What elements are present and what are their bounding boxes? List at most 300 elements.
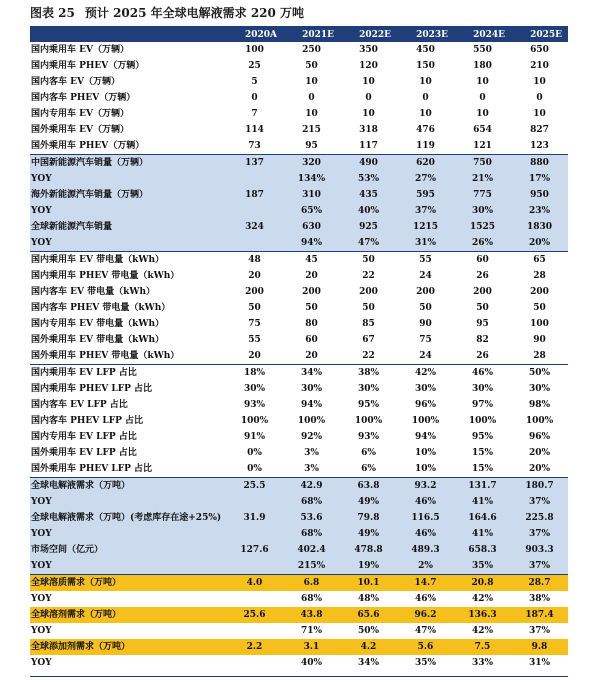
- value-cell: 96%: [414, 400, 437, 410]
- header-cell: 2024E: [454, 28, 511, 42]
- value-cell: 46%: [397, 526, 454, 542]
- value-cell: 92%: [300, 432, 323, 442]
- row-label: 国内客车 EV 带电量（kWh）: [31, 287, 155, 297]
- value-cell: 97%: [471, 400, 494, 410]
- value-cell: 150: [416, 61, 435, 71]
- row-label: 全球溶质需求（万吨）: [30, 575, 226, 592]
- value-cell: 34%: [357, 658, 380, 668]
- row-label: 国内乘用车 EV（万辆）: [31, 45, 129, 55]
- value-cell: 42%: [471, 626, 494, 636]
- value-cell: 75: [419, 335, 432, 345]
- value-cell: 2.2: [226, 639, 283, 655]
- value-cell: 320: [283, 155, 340, 172]
- row-label: 国外乘用车 PHEV（万辆）: [31, 141, 145, 151]
- value-cell: 55: [248, 335, 261, 345]
- value-cell: 46%: [454, 365, 511, 382]
- value-cell: 903.3: [511, 542, 568, 558]
- table-row: [30, 655, 568, 671]
- row-label: 海外新能源汽车销量（万辆）: [30, 187, 226, 203]
- value-cell: 3%: [304, 448, 319, 458]
- value-cell: 82: [476, 335, 489, 345]
- header-cell: 2020A: [226, 28, 283, 42]
- value-cell: 187.4: [511, 607, 568, 623]
- value-cell: 2%: [397, 558, 454, 575]
- value-cell: 658.3: [454, 542, 511, 558]
- value-cell: 90: [533, 335, 546, 345]
- value-cell: 41%: [454, 526, 511, 542]
- header-cell: 2021E: [283, 28, 340, 42]
- value-cell: 30%: [471, 384, 494, 394]
- value-cell: 28: [533, 271, 546, 281]
- value-cell: 6.8: [283, 575, 340, 592]
- value-cell: 490: [340, 155, 397, 172]
- value-cell: 116.5: [397, 510, 454, 526]
- value-cell: 28: [533, 351, 546, 361]
- value-cell: 10: [305, 109, 318, 119]
- value-cell: 23%: [511, 203, 568, 219]
- row-label: YOY: [30, 558, 226, 575]
- value-cell: 50: [248, 303, 261, 313]
- value-cell: 68%: [300, 594, 323, 604]
- value-cell: 10: [476, 109, 489, 119]
- value-cell: 6%: [361, 448, 376, 458]
- value-cell: 73: [248, 141, 261, 151]
- value-cell: 95%: [471, 432, 494, 442]
- value-cell: 28.7: [511, 575, 568, 592]
- value-cell: 50: [476, 303, 489, 313]
- value-cell: 7: [251, 109, 258, 119]
- value-cell: 4.0: [226, 575, 283, 592]
- value-cell: 114: [245, 125, 264, 135]
- value-cell: 37%: [511, 526, 568, 542]
- value-cell: 880: [511, 155, 568, 172]
- row-label: 国内乘用车 PHEV LFP 占比: [31, 384, 152, 394]
- value-cell: 4.2: [340, 639, 397, 655]
- table-row: [30, 607, 568, 623]
- row-label: YOY: [31, 626, 52, 636]
- value-cell: [226, 235, 283, 252]
- figure-title: [30, 3, 304, 23]
- value-cell: [226, 558, 283, 575]
- value-cell: 15%: [471, 464, 494, 474]
- value-cell: 43.8: [283, 607, 340, 623]
- table-row: [30, 300, 568, 316]
- value-cell: 65%: [283, 203, 340, 219]
- table-row: [30, 478, 568, 495]
- value-cell: 26%: [454, 235, 511, 252]
- value-cell: 22: [362, 271, 375, 281]
- value-cell: 50: [419, 303, 432, 313]
- value-cell: 25.6: [226, 607, 283, 623]
- value-cell: 10.1: [340, 575, 397, 592]
- value-cell: 26: [476, 271, 489, 281]
- value-cell: 46%: [397, 494, 454, 510]
- value-cell: 30%: [243, 384, 266, 394]
- value-cell: 55: [397, 252, 454, 269]
- row-label: YOY: [30, 171, 226, 187]
- header-cell: 2025E: [511, 28, 568, 42]
- value-cell: 1525: [454, 219, 511, 235]
- value-cell: 33%: [471, 658, 494, 668]
- value-cell: 210: [530, 61, 549, 71]
- value-cell: 0: [308, 93, 315, 103]
- row-label: 国内乘用车 PHEV 带电量（kWh）: [31, 271, 180, 281]
- value-cell: 31%: [528, 658, 551, 668]
- value-cell: 200: [245, 287, 264, 297]
- row-label: 国外乘用车 EV（万辆）: [31, 125, 129, 135]
- value-cell: 42%: [471, 594, 494, 604]
- value-cell: 180.7: [511, 478, 568, 495]
- value-cell: 324: [226, 219, 283, 235]
- table-row: [30, 187, 568, 203]
- table-row: [30, 284, 568, 300]
- value-cell: 10: [305, 77, 318, 87]
- value-cell: 35%: [414, 658, 437, 668]
- electrolyte-demand-table: [30, 28, 568, 671]
- value-cell: 200: [473, 287, 492, 297]
- value-cell: 26: [476, 351, 489, 361]
- value-cell: 30%: [454, 203, 511, 219]
- value-cell: 94%: [300, 400, 323, 410]
- row-label: 全球新能源汽车销量: [30, 219, 226, 235]
- table-row: [30, 171, 568, 187]
- value-cell: 121: [473, 141, 492, 151]
- value-cell: 0%: [247, 448, 262, 458]
- value-cell: 10: [476, 77, 489, 87]
- value-cell: 100%: [468, 416, 497, 426]
- value-cell: 50: [305, 303, 318, 313]
- header-cell: 2023E: [397, 28, 454, 42]
- value-cell: 131.7: [454, 478, 511, 495]
- value-cell: 478.8: [340, 542, 397, 558]
- row-label: YOY: [30, 203, 226, 219]
- value-cell: 35%: [454, 558, 511, 575]
- value-cell: 20: [248, 271, 261, 281]
- value-cell: 0%: [247, 464, 262, 474]
- value-cell: [226, 655, 283, 671]
- row-label: 国内乘用车 PHEV（万辆）: [31, 61, 145, 71]
- value-cell: 10%: [414, 464, 437, 474]
- value-cell: 19%: [340, 558, 397, 575]
- value-cell: 47%: [414, 626, 437, 636]
- row-label: 国内专用车 EV 带电量（kWh）: [31, 319, 164, 329]
- header-row: [30, 28, 568, 42]
- value-cell: 925: [340, 219, 397, 235]
- table-row: [30, 106, 568, 122]
- value-cell: 91%: [243, 432, 266, 442]
- value-cell: 350: [359, 45, 378, 55]
- value-cell: 95: [476, 319, 489, 329]
- value-cell: 310: [283, 187, 340, 203]
- value-cell: 93.2: [397, 478, 454, 495]
- row-label: 市场空间（亿元）: [30, 542, 226, 558]
- value-cell: 120: [359, 61, 378, 71]
- value-cell: 20: [305, 271, 318, 281]
- value-cell: 100: [245, 45, 264, 55]
- row-label: 全球溶剂需求（万吨）: [30, 607, 226, 623]
- value-cell: 24: [419, 351, 432, 361]
- value-cell: 5.6: [397, 639, 454, 655]
- table-row: [30, 381, 568, 397]
- value-cell: 94%: [283, 235, 340, 252]
- row-label: 国内客车 PHEV 带电量（kWh）: [31, 303, 171, 313]
- value-cell: 20: [305, 351, 318, 361]
- row-label: 国内客车 EV LFP 占比: [31, 400, 128, 410]
- value-cell: 49%: [340, 494, 397, 510]
- value-cell: 10: [419, 109, 432, 119]
- row-label: 国内客车 PHEV LFP 占比: [31, 416, 143, 426]
- value-cell: 10: [362, 77, 375, 87]
- value-cell: 27%: [397, 171, 454, 187]
- value-cell: 123: [530, 141, 549, 151]
- value-cell: 67: [362, 335, 375, 345]
- value-cell: 90: [419, 319, 432, 329]
- row-label: 国外乘用车 PHEV 带电量（kWh）: [31, 351, 180, 361]
- value-cell: 200: [302, 287, 321, 297]
- value-cell: 38%: [340, 365, 397, 382]
- value-cell: 37%: [511, 558, 568, 575]
- value-cell: [226, 171, 283, 187]
- value-cell: 30%: [528, 384, 551, 394]
- value-cell: 45: [283, 252, 340, 269]
- row-label: 国内乘用车 EV 带电量（kWh）: [30, 252, 226, 269]
- table-row: [30, 42, 568, 58]
- value-cell: 10: [362, 109, 375, 119]
- value-cell: 3%: [304, 464, 319, 474]
- value-cell: 164.6: [454, 510, 511, 526]
- table-row: [30, 155, 568, 172]
- value-cell: 49%: [340, 526, 397, 542]
- value-cell: 6%: [361, 464, 376, 474]
- table-row: [30, 365, 568, 382]
- value-cell: [226, 494, 283, 510]
- value-cell: 0: [479, 93, 486, 103]
- value-cell: 654: [473, 125, 492, 135]
- value-cell: [226, 526, 283, 542]
- value-cell: 595: [397, 187, 454, 203]
- value-cell: 318: [359, 125, 378, 135]
- value-cell: [226, 591, 283, 607]
- table-row: [30, 74, 568, 90]
- value-cell: 0: [422, 93, 429, 103]
- value-cell: 68%: [283, 526, 340, 542]
- value-cell: 60: [454, 252, 511, 269]
- value-cell: [226, 623, 283, 639]
- value-cell: 48: [226, 252, 283, 269]
- table-row: [30, 235, 568, 252]
- table-row: [30, 510, 568, 526]
- value-cell: 15%: [471, 448, 494, 458]
- value-cell: 0: [251, 93, 258, 103]
- value-cell: 117: [359, 141, 378, 151]
- table-row: [30, 348, 568, 365]
- table-bottom-rule: [30, 676, 568, 677]
- row-label: YOY: [30, 494, 226, 510]
- table-row: [30, 542, 568, 558]
- table-row: [30, 252, 568, 269]
- row-label: 国内专用车 EV（万辆）: [31, 109, 129, 119]
- row-label: YOY: [31, 658, 52, 668]
- value-cell: 53.6: [283, 510, 340, 526]
- value-cell: 950: [511, 187, 568, 203]
- row-label: 国外乘用车 EV 带电量（kWh）: [31, 335, 164, 345]
- value-cell: 25.5: [226, 478, 283, 495]
- value-cell: 489.3: [397, 542, 454, 558]
- value-cell: 200: [416, 287, 435, 297]
- value-cell: 620: [397, 155, 454, 172]
- value-cell: 5: [251, 77, 258, 87]
- row-label: 国外乘用车 PHEV LFP 占比: [31, 464, 152, 474]
- figure-caption: 预计 2025 年全球电解液需求 220 万吨: [84, 6, 305, 20]
- row-label: 国内客车 PHEV（万辆）: [31, 93, 136, 103]
- table-row: [30, 494, 568, 510]
- row-label: 国内乘用车 EV LFP 占比: [30, 365, 226, 382]
- row-label: 国内客车 EV（万辆）: [31, 77, 120, 87]
- value-cell: 94%: [414, 432, 437, 442]
- value-cell: 827: [530, 125, 549, 135]
- value-cell: 137: [226, 155, 283, 172]
- value-cell: 40%: [300, 658, 323, 668]
- value-cell: 215: [302, 125, 321, 135]
- value-cell: 31%: [397, 235, 454, 252]
- value-cell: 47%: [340, 235, 397, 252]
- figure-number: 图表 25: [30, 6, 75, 20]
- value-cell: 71%: [300, 626, 323, 636]
- value-cell: 550: [473, 45, 492, 55]
- value-cell: [226, 203, 283, 219]
- value-cell: 0: [536, 93, 543, 103]
- value-cell: 25: [248, 61, 261, 71]
- value-cell: 20%: [528, 448, 551, 458]
- table-row: [30, 591, 568, 607]
- value-cell: 0: [365, 93, 372, 103]
- value-cell: 37%: [397, 203, 454, 219]
- value-cell: 476: [416, 125, 435, 135]
- value-cell: 24: [419, 271, 432, 281]
- value-cell: 80: [305, 319, 318, 329]
- value-cell: 22: [362, 351, 375, 361]
- value-cell: 10: [419, 77, 432, 87]
- value-cell: 225.8: [511, 510, 568, 526]
- table-row: [30, 526, 568, 542]
- value-cell: 41%: [454, 494, 511, 510]
- value-cell: 50: [340, 252, 397, 269]
- value-cell: 34%: [283, 365, 340, 382]
- row-label: YOY: [30, 235, 226, 252]
- table-row: [30, 558, 568, 575]
- value-cell: 119: [416, 141, 435, 151]
- value-cell: 30%: [300, 384, 323, 394]
- value-cell: 402.4: [283, 542, 340, 558]
- value-cell: 1215: [397, 219, 454, 235]
- value-cell: 50: [533, 303, 546, 313]
- value-cell: 100%: [411, 416, 440, 426]
- value-cell: 93%: [243, 400, 266, 410]
- value-cell: 187: [226, 187, 283, 203]
- table-row: [30, 58, 568, 74]
- value-cell: 42.9: [283, 478, 340, 495]
- table-row: [30, 413, 568, 429]
- table-row: [30, 203, 568, 219]
- value-cell: 93%: [357, 432, 380, 442]
- value-cell: 450: [416, 45, 435, 55]
- value-cell: 60: [305, 335, 318, 345]
- header-cell: [30, 28, 226, 42]
- table-row: [30, 219, 568, 235]
- row-label: 中国新能源汽车销量（万辆）: [30, 155, 226, 172]
- table-row: [30, 397, 568, 413]
- value-cell: 96%: [528, 432, 551, 442]
- row-label: YOY: [30, 526, 226, 542]
- value-cell: 98%: [528, 400, 551, 410]
- table-row: [30, 575, 568, 592]
- value-cell: 50%: [511, 365, 568, 382]
- table-row: [30, 332, 568, 348]
- value-cell: 750: [454, 155, 511, 172]
- value-cell: 180: [473, 61, 492, 71]
- value-cell: 630: [283, 219, 340, 235]
- row-label: 国内专用车 EV LFP 占比: [31, 432, 137, 442]
- value-cell: 134%: [283, 171, 340, 187]
- value-cell: 7.5: [454, 639, 511, 655]
- table-row: [30, 461, 568, 478]
- value-cell: 37%: [528, 626, 551, 636]
- value-cell: 30%: [357, 384, 380, 394]
- value-cell: 37%: [511, 494, 568, 510]
- value-cell: 85: [362, 319, 375, 329]
- row-label: 全球电解液需求（万吨）: [30, 478, 226, 495]
- value-cell: 14.7: [397, 575, 454, 592]
- table-row: [30, 623, 568, 639]
- value-cell: 50%: [357, 626, 380, 636]
- value-cell: 200: [359, 287, 378, 297]
- value-cell: 20%: [511, 235, 568, 252]
- table-row: [30, 429, 568, 445]
- value-cell: 42%: [397, 365, 454, 382]
- value-cell: 18%: [226, 365, 283, 382]
- table-row: [30, 122, 568, 138]
- value-cell: 68%: [283, 494, 340, 510]
- value-cell: 21%: [454, 171, 511, 187]
- value-cell: 65.6: [340, 607, 397, 623]
- value-cell: 30%: [414, 384, 437, 394]
- value-cell: 95%: [357, 400, 380, 410]
- row-label: 全球电解液需求（万吨）(考虑库存在途+25%): [30, 510, 226, 526]
- value-cell: 775: [454, 187, 511, 203]
- value-cell: 17%: [511, 171, 568, 187]
- value-cell: 10%: [414, 448, 437, 458]
- table-row: [30, 445, 568, 461]
- value-cell: 215%: [283, 558, 340, 575]
- value-cell: 50: [305, 61, 318, 71]
- value-cell: 50: [362, 303, 375, 313]
- value-cell: 127.6: [226, 542, 283, 558]
- table-row: [30, 90, 568, 106]
- value-cell: 95: [305, 141, 318, 151]
- row-label: 全球添加剂需求（万吨）: [30, 639, 226, 655]
- row-label: 国外乘用车 EV LFP 占比: [31, 448, 137, 458]
- value-cell: 100: [530, 319, 549, 329]
- value-cell: 100%: [354, 416, 383, 426]
- header-cell: 2022E: [340, 28, 397, 42]
- value-cell: 136.3: [454, 607, 511, 623]
- value-cell: 20%: [528, 464, 551, 474]
- table-row: [30, 268, 568, 284]
- value-cell: 65: [511, 252, 568, 269]
- value-cell: 96.2: [397, 607, 454, 623]
- value-cell: 100%: [297, 416, 326, 426]
- value-cell: 9.8: [511, 639, 568, 655]
